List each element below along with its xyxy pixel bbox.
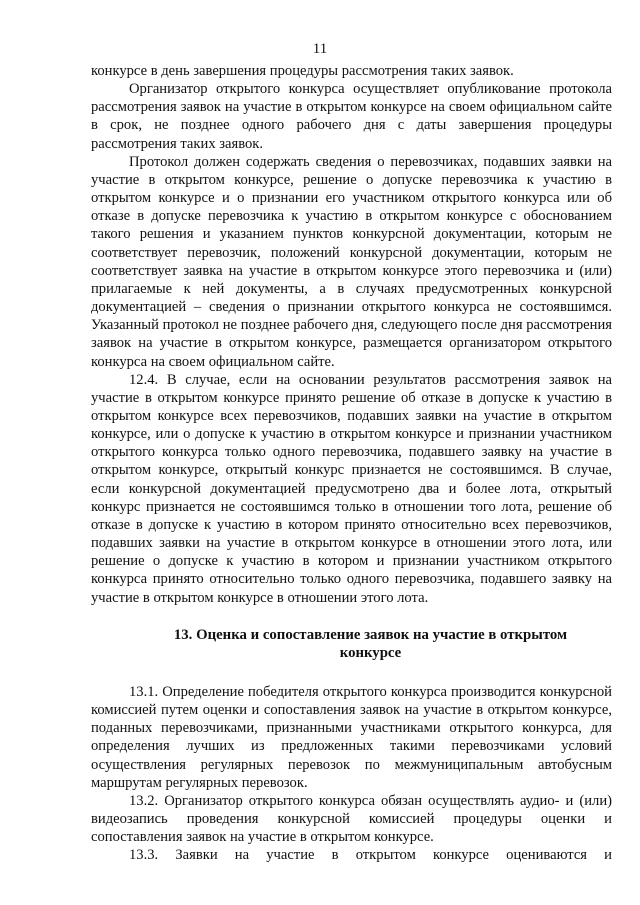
paragraph-protocol-publication: Организатор открытого конкурса осуществляет опубликование протокола рассмотрения заявок на участие в открытом конкурсе на своем официальном сайте в срок, не позднее одного рабочего дня с даты завершения процедуры рассмотрения таких заявок. (91, 81, 612, 152)
paragraph-13-2: 13.2. Организатор открытого конкурса обязан осуществлять аудио- и (или) видеозапись проведения конкурсной комиссией процедуры оценки и сопоставления заявок на участие в открытом конкурсе. (91, 792, 612, 846)
paragraph-protocol-contents: Протокол должен содержать сведения о перевозчиках, подавших заявки на участие в открытом конкурсе, решение о допуске перевозчика к участию в открытом конкурсе и о признании его участником открытого конкурса или об отказе в допуске перевозчика к участию в открытом конкурсе с обоснованием такого решения и указанием пунктов конкурсной документации, которым не соответствует перевозчик, положений конкурсной документации, которым не соответствует заявка на участие в открытом конкурсе этого перевозчика и (или) прилагаемые к ней документы, а в случаях предусмотренных конкурсной документацией – сведения о признании открытого конкурса не состоявшимся. Указанный протокол не позднее рабочего дня, следующего после дня рассмотрения заявок на участие в открытом конкурсе, размещается организатором открытого конкурса на своем официальном сайте. (91, 153, 612, 370)
paragraph-13-3: 13.3. Заявки на участие в открытом конкурсе оцениваются и (129, 847, 612, 864)
page-number: 11 (312, 41, 328, 57)
paragraph-continuation: конкурсе в день завершения процедуры рассмотрения таких заявок. (91, 63, 514, 79)
section-heading-line1: 13. Оценка и сопоставление заявок на участие в открытом (173, 626, 568, 643)
paragraph-13-1: 13.1. Определение победителя открытого конкурса производится конкурсной комиссией путем оценки и сопоставления заявок на участие в открытом конкурсе, поданных перевозчиками, признанными участниками открытого конкурса, для определения лучших из предложенных такими перевозчиками условий осуществления регулярных перевозок по межмуниципальным автобусным маршрутам регулярных перевозок. (91, 683, 612, 791)
paragraph-12-4: 12.4. В случае, если на основании результатов рассмотрения заявок на участие в открытом конкурсе принято решение об отказе в допуске к участию в открытом конкурсе всех перевозчиков, подавших заявки на участие в открытом конкурсе, или о допуске к участию в открытом конкурсе и признании участником открытого конкурса только одного перевозчика, подавшего заявку на участие в открытом конкурсе, открытый конкурс признается не состоявшимся. В случае, если конкурсной документацией предусмотрено два и более лота, открытый конкурс признается не состоявшимся только в отношении того лота, решение об отказе в допуске к участию в котором принято относительно всех перевозчиков, подавших заявки на участие в открытом конкурсе в отношении этого лота, или решение о допуске к участию в котором и признании участником открытого конкурса принято относительно только одного перевозчика, подавшего заявку на участие в открытом конкурсе в отношении этого лота. (91, 371, 612, 606)
section-heading (91, 626, 612, 663)
section-heading-line2: конкурсе (339, 645, 402, 662)
document-body (91, 62, 612, 864)
